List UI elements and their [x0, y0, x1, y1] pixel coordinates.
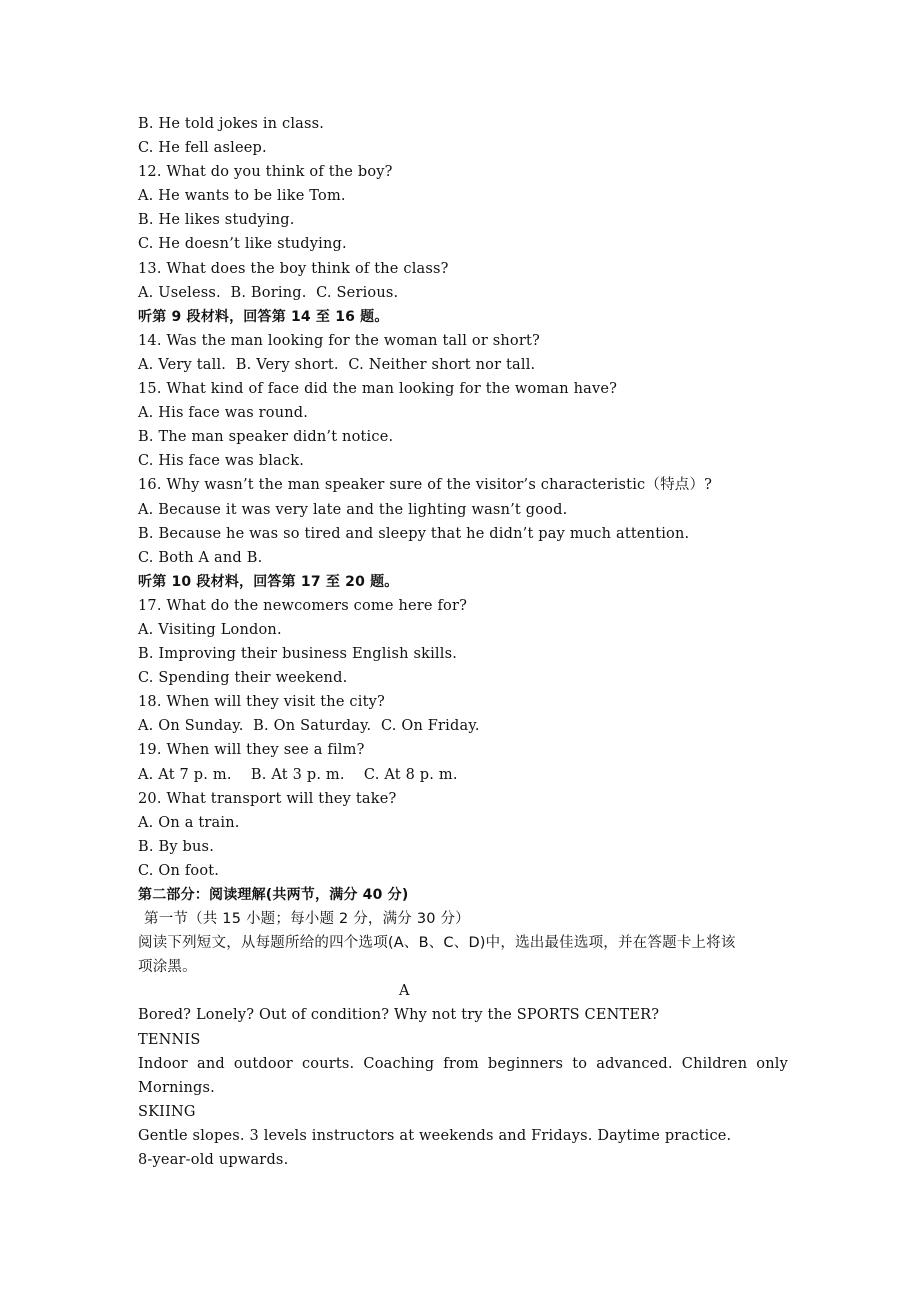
option-20a: A. On a train.	[138, 814, 240, 831]
question-12: 12. What do you think of the boy?	[138, 164, 393, 181]
option-20c: C. On foot.	[138, 862, 220, 879]
instructions-line-1: 阅读下列短文，从每题所给的四个选项(A、B、C、D)中，选出最佳选项，并在答题卡上将该	[138, 935, 736, 952]
passage-intro: Bored? Lonely? Out of condition? Why not try the SPORTS CENTER?	[138, 1007, 660, 1024]
skiing-age: 8-year-old upwards.	[138, 1152, 289, 1169]
section-heading-9: 听第 9 段材料，回答第 14 至 16 题。	[138, 308, 389, 325]
option-17a: A. Visiting London.	[138, 621, 282, 638]
tennis-description: Indoor and outdoor courts. Coaching from beginners to advanced. Children only	[138, 1055, 788, 1072]
tennis-heading: TENNIS	[138, 1031, 201, 1048]
option-15a: A. His face was round.	[138, 405, 309, 422]
question-15: 15. What kind of face did the man looking for the woman have?	[138, 381, 618, 398]
option-12c: C. He doesn’t like studying.	[138, 236, 347, 253]
options-18: A. On Sunday. B. On Saturday. C. On Friday.	[138, 718, 480, 735]
document-page	[138, 112, 788, 1172]
option-17b: B. Improving their business English skills.	[138, 646, 458, 663]
option-16c: C. Both A and B.	[138, 549, 263, 566]
question-17: 17. What do the newcomers come here for?	[138, 597, 468, 614]
option-16b: B. Because he was so tired and sleepy that he didn’t pay much attention.	[138, 525, 690, 542]
part-two-heading: 第二部分：阅读理解(共两节，满分 40 分)	[138, 887, 409, 903]
option-16a: A. Because it was very late and the lighting wasn’t good.	[138, 501, 568, 518]
option-12a: A. He wants to be like Tom.	[138, 188, 346, 205]
options-19: A. At 7 p. m. B. At 3 p. m. C. At 8 p. m.	[138, 766, 458, 783]
question-18: 18. When will they visit the city?	[138, 694, 385, 711]
option-20b: B. By bus.	[138, 838, 215, 855]
question-20: 20. What transport will they take?	[138, 790, 397, 807]
tennis-description-cont: Mornings.	[138, 1079, 215, 1096]
option-11b: B. He told jokes in class.	[138, 116, 325, 132]
question-19: 19. When will they see a film?	[138, 742, 365, 759]
options-14: A. Very tall. B. Very short. C. Neither short nor tall.	[138, 356, 536, 373]
option-12b: B. He likes studying.	[138, 212, 295, 229]
option-15b: B. The man speaker didn’t notice.	[138, 429, 394, 446]
question-14: 14. Was the man looking for the woman tall or short?	[138, 332, 540, 349]
section-heading-10: 听第 10 段材料，回答第 17 至 20 题。	[138, 573, 399, 590]
options-13: A. Useless. B. Boring. C. Serious.	[138, 284, 399, 301]
skiing-heading: SKIING	[138, 1103, 196, 1120]
option-15c: C. His face was black.	[138, 453, 305, 470]
question-16: 16. Why wasn’t the man speaker sure of the visitor’s characteristic（特点）?	[138, 477, 713, 494]
option-11c: C. He fell asleep.	[138, 140, 267, 157]
section-one-note: 第一节（共 15 小题；每小题 2 分，满分 30 分）	[144, 911, 470, 928]
skiing-description: Gentle slopes. 3 levels instructors at weekends and Fridays. Daytime practice.	[138, 1127, 732, 1144]
option-17c: C. Spending their weekend.	[138, 670, 348, 687]
instructions-line-2: 项涂黑。	[138, 959, 197, 976]
passage-label-a: A	[399, 983, 410, 1000]
question-13: 13. What does the boy think of the class?	[138, 260, 449, 277]
